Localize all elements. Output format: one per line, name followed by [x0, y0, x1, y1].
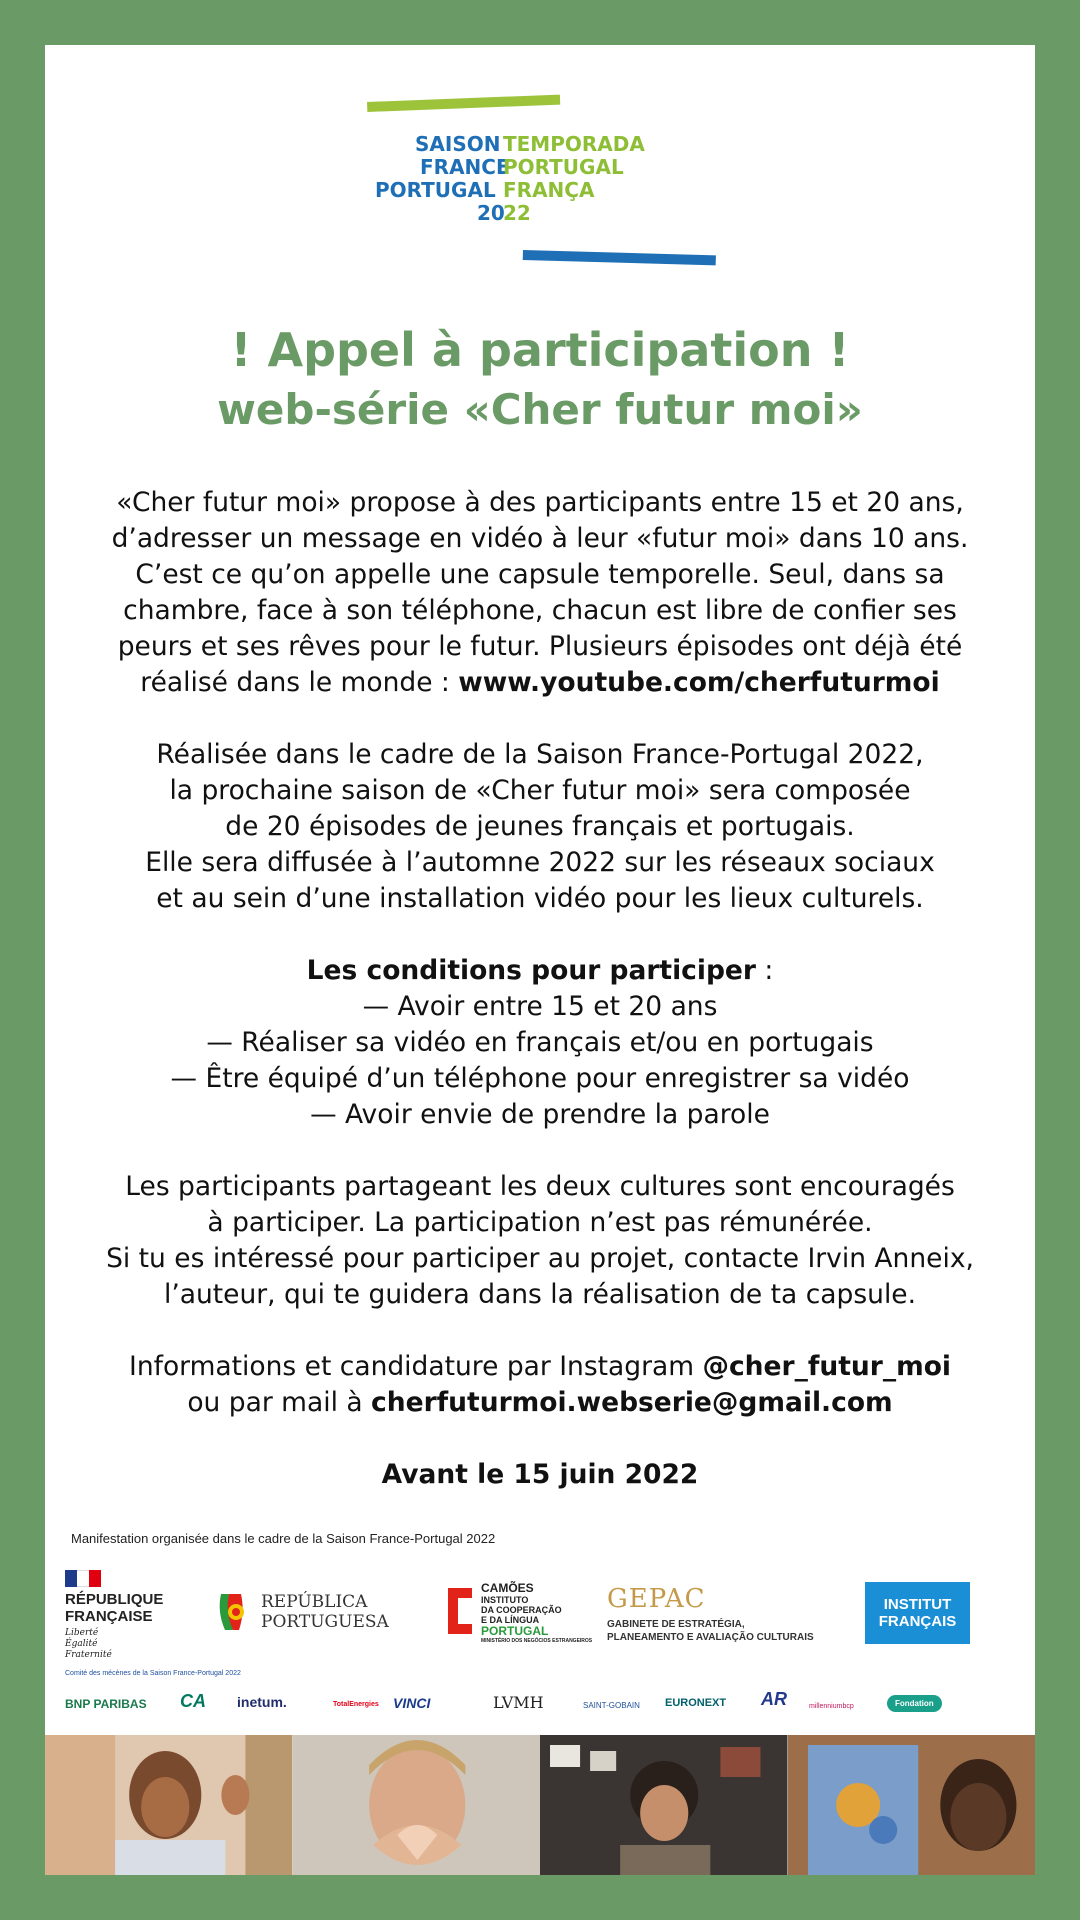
logo-right-text: PORTUGAL [503, 155, 624, 179]
page-title: ! Appel à participation ! [230, 323, 850, 377]
camoes-text: CAMÕES [481, 1581, 534, 1595]
bnp-paribas-logo: BNP PARIBAS [65, 1697, 147, 1711]
text-line: à participer. La participation n’est pas rémunérée. [207, 1207, 873, 1238]
camoes-text: MINISTÉRIO DOS NEGÓCIOS ESTRANGEIROS [481, 1638, 593, 1644]
text-line: de 20 épisodes de jeunes français et portugais. [225, 811, 855, 842]
logo-left-text: PORTUGAL [375, 178, 496, 202]
fondation-logo: Fondation [887, 1695, 942, 1712]
contact-paragraph [45, 1349, 1035, 1421]
logo-right-text: TEMPORADA [503, 132, 645, 156]
camoes-text: E DA LÍNGUA [481, 1615, 540, 1625]
email-link[interactable]: cherfuturmoi.webserie@gmail.com [371, 1387, 893, 1418]
intro-paragraph [45, 485, 1035, 701]
condition-item: — Avoir entre 15 et 20 ans [362, 991, 718, 1022]
page-subtitle: web-série «Cher futur moi» [217, 385, 863, 434]
participant-photos-strip [45, 1735, 1035, 1875]
text-line [45, 1349, 1035, 1385]
text-line: Les participants partageant les deux cultures sont encouragés [125, 1171, 955, 1202]
portugal-emblem-icon [215, 1590, 253, 1634]
text-line [45, 1385, 1035, 1421]
text-fragment: Informations et candidature par Instagram [129, 1351, 703, 1382]
participant-photo [788, 1735, 1036, 1875]
text-line: d’adresser un message en vidéo à leur «futur moi» dans 10 ans. [111, 523, 969, 554]
republique-francaise-logo [65, 1570, 163, 1661]
encourage-paragraph [45, 1169, 1035, 1313]
logo-right-text: 22 [503, 201, 531, 225]
poster-panel [45, 45, 1035, 1875]
heading-suffix: : [755, 955, 774, 986]
text-line: la prochaine saison de «Cher futur moi» sera composée [169, 775, 911, 806]
logo-blue-bar [523, 250, 716, 265]
credit-agricole-logo: CA [180, 1691, 206, 1711]
conditions-paragraph [45, 953, 1035, 1133]
main-sponsors [65, 1570, 1015, 1677]
logo-green-bar [367, 95, 560, 112]
logo-row [385, 202, 725, 225]
logo-row [385, 156, 725, 179]
republica-portuguesa-logo [215, 1590, 389, 1634]
camoes-text: PORTUGAL [481, 1624, 549, 1638]
text-line: et au sein d’une installation vidéo pour les lieux culturels. [156, 883, 924, 914]
saison-logo [375, 132, 725, 225]
conditions-heading [45, 953, 1035, 989]
instagram-link[interactable]: @cher_futur_moi [702, 1351, 951, 1382]
saint-gobain-logo: SAINT-GOBAIN [583, 1701, 640, 1710]
condition-item: — Être équipé d’un téléphone pour enregistrer sa vidéo [170, 1063, 910, 1094]
gepac-text: PLANEAMENTO E AVALIAÇÃO CULTURAIS [607, 1632, 814, 1643]
logo-left-text: FRANCE [420, 155, 510, 179]
heading-text: Les conditions pour participer [306, 955, 756, 986]
text-line: Elle sera diffusée à l’automne 2022 sur les réseaux sociaux [145, 847, 935, 878]
ar-logo: AR [761, 1689, 787, 1709]
totalenergies-logo: TotalEnergies [333, 1701, 379, 1708]
camoes-text: INSTITUTO [481, 1595, 529, 1605]
rf-text: RÉPUBLIQUE [65, 1591, 164, 1608]
millennium-bcp-logo: millenniumbcp [809, 1703, 854, 1710]
if-text: FRANÇAIS [878, 1613, 957, 1630]
if-text: INSTITUT [883, 1596, 952, 1613]
text-line: l’auteur, qui te guidera dans la réalisation de ta capsule. [163, 1279, 917, 1310]
text-fragment: ou par mail à [187, 1387, 372, 1418]
gepac-logo [607, 1584, 814, 1644]
camoes-text: DA COOPERAÇÃO [481, 1605, 562, 1615]
lvmh-logo: LVMH [493, 1693, 544, 1712]
rf-motto: Liberté [65, 1628, 99, 1638]
text-line: «Cher futur moi» propose à des participants entre 15 et 20 ans, [116, 487, 964, 518]
inetum-logo: inetum. [237, 1694, 287, 1710]
logo-row [385, 133, 725, 156]
text-line [45, 665, 1035, 701]
poster-body [45, 485, 1035, 1529]
euronext-logo: EURONEXT [665, 1697, 727, 1709]
participant-photo [540, 1735, 788, 1875]
logo-left-text: SAISON [415, 132, 501, 156]
condition-item: — Réaliser sa vidéo en français et/ou en portugais [206, 1027, 874, 1058]
text-line: C’est ce qu’on appelle une capsule temporelle. Seul, dans sa [135, 559, 945, 590]
logo-row [375, 178, 725, 202]
text-fragment: réalisé dans le monde : [140, 667, 459, 698]
text-line: chambre, face à son téléphone, chacun est libre de confier ses [123, 595, 957, 626]
camoes-c-icon [440, 1582, 476, 1640]
youtube-link[interactable]: www.youtube.com/cherfuturmoi [458, 667, 940, 698]
camoes-logo [440, 1582, 592, 1645]
gepac-title: GEPAC [607, 1584, 706, 1614]
logo-right-text: FRANÇA [503, 178, 595, 202]
deadline: Avant le 15 juin 2022 [381, 1459, 699, 1490]
text-line: peurs et ses rêves pour le futur. Plusieurs épisodes ont déjà été [117, 631, 963, 662]
patron-sponsors [65, 1685, 1015, 1725]
rf-motto: Égalité [65, 1639, 98, 1649]
rp-text: REPÚBLICA [261, 1592, 368, 1612]
participant-photo [293, 1735, 541, 1875]
rf-motto: Fraternité [65, 1650, 112, 1660]
french-flag-icon [65, 1570, 101, 1587]
rf-text: FRANÇAISE [65, 1608, 153, 1625]
institut-francais-logo [865, 1582, 970, 1644]
text-line: Réalisée dans le cadre de la Saison France-Portugal 2022, [156, 739, 924, 770]
comite-label: Comité des mécènes de la Saison France-Portugal 2022 [65, 1670, 241, 1677]
participant-photo [45, 1735, 293, 1875]
season-paragraph [45, 737, 1035, 917]
vinci-logo: VINCI [393, 1695, 431, 1711]
gepac-text: GABINETE DE ESTRATÉGIA, [607, 1619, 745, 1630]
logo-left-text: 20 [477, 201, 505, 225]
rp-text: PORTUGUESA [261, 1612, 389, 1632]
deadline-paragraph [45, 1457, 1035, 1493]
condition-item: — Avoir envie de prendre la parole [310, 1099, 770, 1130]
footer-note: Manifestation organisée dans le cadre de la Saison France-Portugal 2022 [71, 1531, 496, 1546]
text-line: Si tu es intéressé pour participer au projet, contacte Irvin Anneix, [106, 1243, 974, 1274]
